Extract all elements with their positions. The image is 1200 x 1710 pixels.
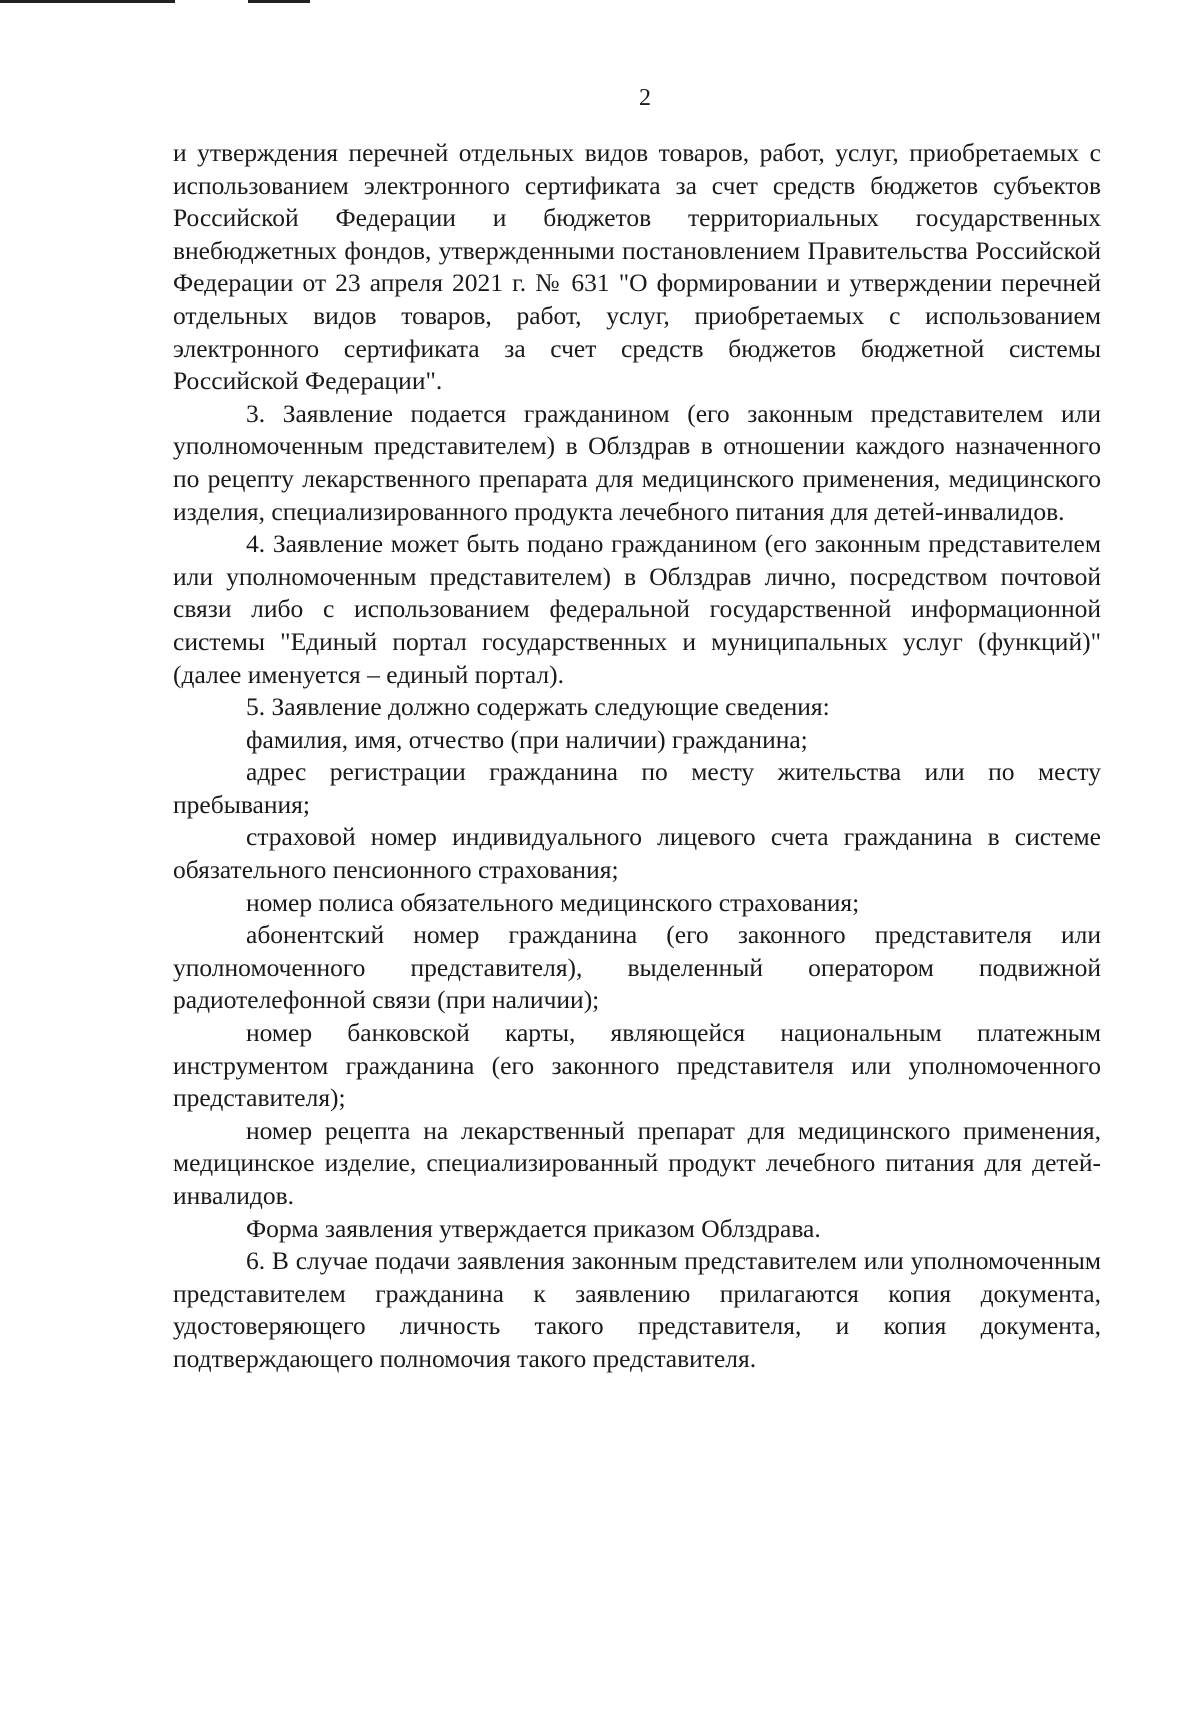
- paragraph-item-4: 4. Заявление может быть подано гражданином (его законным представителем или уполномоченным представителем) в Облздрав лично, посредством почтовой связи либо с использованием федеральной государственной информационной системы "Единый портал государственных и муниципальных услуг (функций)" (далее именуется – единый портал).: [173, 529, 1101, 689]
- scan-edge-mark: [0, 0, 175, 3]
- paragraph-item-3: 3. Заявление подается гражданином (его законным представителем или уполномоченным представителем) в Облздрав в отношении каждого назначенного по рецепту лекарственного препарата для медицинского применения, медицинского изделия, специализированного продукта лечебного питания для детей-инвалидов.: [173, 398, 1101, 526]
- list-item-address: адрес регистрации гражданина по месту жительства или по месту пребывания;: [173, 757, 1101, 819]
- list-item-prescription: номер рецепта на лекарственный препарат для медицинского применения, медицинское изделие, специализированный продукт лечебного питания для детей-инвалидов.: [173, 1115, 1101, 1210]
- paragraph-form-note: Форма заявления утверждается приказом Облздрава.: [246, 1213, 821, 1243]
- list-item-oms-policy: номер полиса обязательного медицинского страхования;: [246, 887, 860, 917]
- list-item-phone-number: абонентский номер гражданина (его законного представителя или уполномоченного представителя), выделенный оператором подвижной радиотелефонной связи (при наличии);: [173, 920, 1101, 1015]
- page-number: 2: [639, 85, 651, 111]
- paragraph-continuation: и утверждения перечней отдельных видов товаров, работ, услуг, приобретаемых с использованием электронного сертификата за счет средств бюджетов субъектов Российской Федерации и бюджетов территориальных государственных внебюджетных фондов, утвержденными постановлением Правительства Российской Федерации от 23 апреля 2021 г. № 631 "О формировании и утверждении перечней отдельных видов товаров, работ, услуг, приобретаемых с использованием электронного сертификата за счет средств бюджетов бюджетной системы Российской Федерации".: [173, 138, 1101, 396]
- scan-edge-mark: [248, 0, 310, 3]
- list-item-full-name: фамилия, имя, отчество (при наличии) гражданина;: [246, 724, 808, 754]
- list-item-snils: страховой номер индивидуального лицевого счета гражданина в системе обязательного пенсионного страхования;: [173, 822, 1101, 885]
- paragraph-item-6: 6. В случае подачи заявления законным представителем или уполномоченным представителем гражданина к заявлению прилагаются копия документа, удостоверяющего личность такого представителя, и копия документа, подтверждающего полномочия такого представителя.: [173, 1246, 1101, 1373]
- document-body: [173, 137, 1101, 1376]
- paragraph-item-5: 5. Заявление должно содержать следующие сведения:: [246, 692, 830, 722]
- list-item-bank-card: номер банковской карты, являющейся национальным платежным инструментом гражданина (его законного представителя или уполномоченного представителя);: [173, 1018, 1101, 1113]
